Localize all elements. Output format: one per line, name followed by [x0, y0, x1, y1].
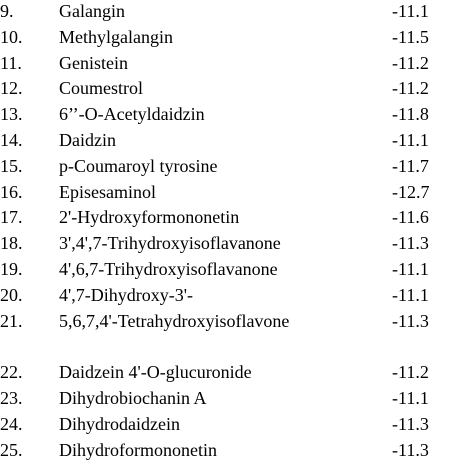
compound-name: 2'-Hydroxyformononetin	[59, 207, 240, 228]
score-value: -11.1	[392, 258, 429, 279]
score-value: -11.2	[392, 52, 429, 73]
compound-name: Dihydroformononetin	[59, 439, 217, 460]
table-row	[0, 412, 474, 438]
table-row	[0, 76, 474, 102]
table-row	[0, 438, 474, 464]
compound-name: Daidzin	[59, 129, 116, 150]
score-value: -11.3	[392, 413, 429, 434]
row-number: 23.	[0, 387, 23, 408]
compound-name: Episesaminol	[59, 181, 156, 202]
table-row	[0, 283, 474, 309]
compound-name: p-Coumaroyl tyrosine	[59, 155, 218, 176]
compound-name: 3',4',7-Trihydroxyisoflavanone	[59, 233, 281, 254]
score-value: -11.5	[392, 26, 429, 47]
score-value: -11.1	[392, 129, 429, 150]
row-number: 11.	[0, 52, 22, 73]
compound-name: Methylgalangin	[59, 26, 173, 47]
table-row	[0, 386, 474, 412]
row-number: 13.	[0, 104, 23, 125]
table-row	[0, 360, 474, 386]
row-number: 17.	[0, 207, 23, 228]
row-number: 19.	[0, 258, 23, 279]
row-number: 20.	[0, 284, 23, 305]
score-value: -11.3	[392, 310, 429, 331]
score-value: -11.6	[392, 207, 429, 228]
table-row	[0, 154, 474, 180]
compound-name-line-1: 5,6,7,4'-Tetrahydroxyisoflavone	[59, 310, 290, 331]
row-number: 18.	[0, 233, 23, 254]
compound-name: Galangin	[59, 1, 125, 21]
score-value: -11.2	[392, 78, 429, 99]
table-row	[0, 128, 474, 154]
compound-name: Coumestrol	[59, 78, 143, 99]
row-number: 22.	[0, 362, 23, 383]
table-row	[0, 25, 474, 51]
row-number: 10.	[0, 26, 23, 47]
row-number: 25.	[0, 439, 23, 460]
table-row	[0, 51, 474, 77]
compound-name: Dihydrodaidzein	[59, 413, 180, 434]
score-value: -11.1	[392, 387, 429, 408]
compound-name: Daidzein 4'-O-glucuronide	[59, 362, 252, 383]
score-value: -11.8	[392, 104, 429, 125]
compound-name: 4',6,7-Trihydroxyisoflavanone	[59, 258, 278, 279]
table-row	[0, 180, 474, 206]
table-row	[0, 231, 474, 257]
row-number: 24.	[0, 413, 23, 434]
score-value: -11.2	[392, 362, 429, 383]
compound-name: Dihydrobiochanin A	[59, 387, 207, 408]
table-row	[0, 257, 474, 283]
table-row	[0, 309, 474, 361]
row-number: 15.	[0, 155, 23, 176]
score-value: -11.1	[392, 1, 429, 21]
row-number: 9.	[0, 1, 14, 21]
compound-name: 4',7-Dihydroxy-3'-	[59, 284, 193, 305]
score-value: -12.7	[392, 181, 430, 202]
table-row	[0, 0, 474, 25]
table-row	[0, 205, 474, 231]
row-number: 21.	[0, 310, 23, 331]
compound-name	[59, 309, 289, 335]
row-number: 14.	[0, 129, 23, 150]
compound-name: 6’’-O-Acetyldaidzin	[59, 104, 205, 125]
score-value: -11.7	[392, 155, 429, 176]
row-number: 12.	[0, 78, 23, 99]
score-value: -11.3	[392, 233, 429, 254]
row-number: 16.	[0, 181, 23, 202]
table-row	[0, 102, 474, 128]
score-value: -11.1	[392, 284, 429, 305]
score-value: -11.3	[392, 439, 429, 460]
compound-name: Genistein	[59, 52, 128, 73]
